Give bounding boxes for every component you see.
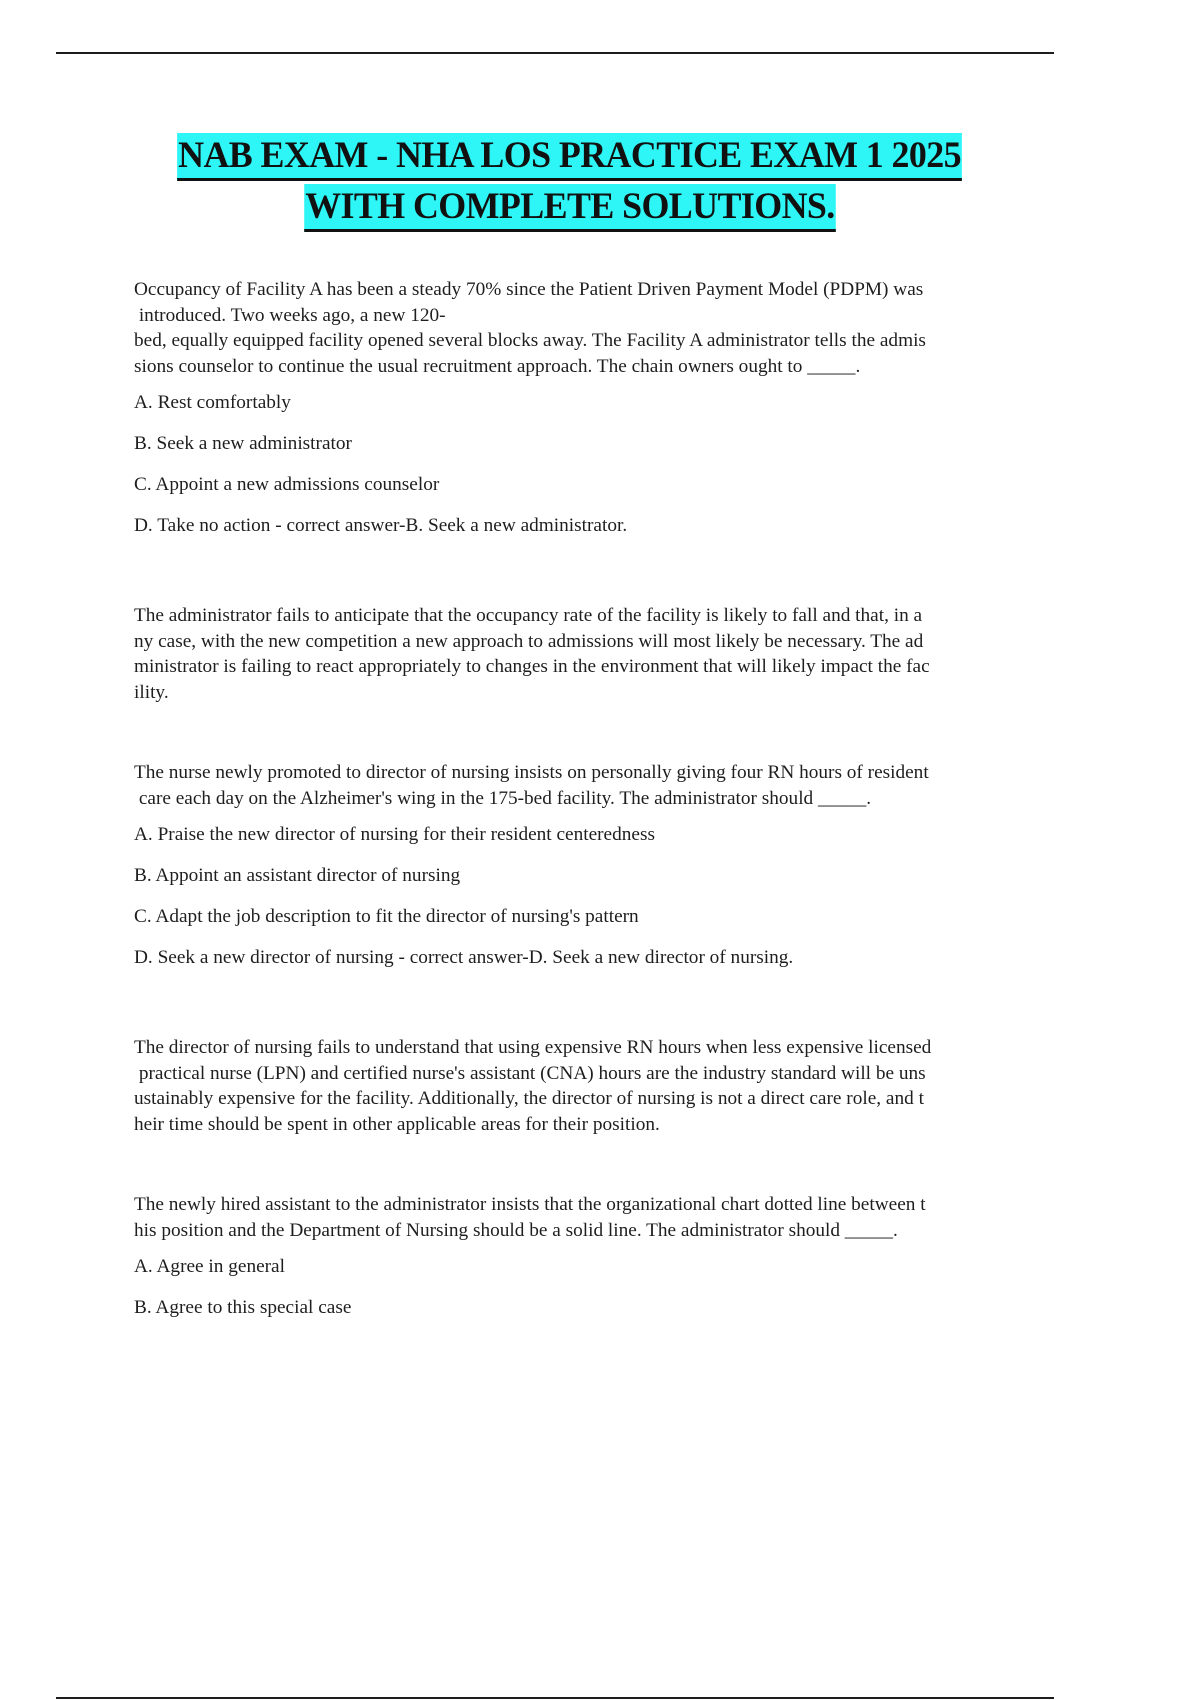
stem-line: The newly hired assistant to the administrator insists that the organizational chart dotted line between t	[134, 1194, 926, 1215]
header-rule	[56, 52, 1054, 54]
stem-line: care each day on the Alzheimer's wing in the 175-bed facility. The administrator should _____.	[134, 787, 872, 809]
explanation-line: practical nurse (LPN) and certified nurse's assistant (CNA) hours are the industry standard will be uns	[134, 1062, 926, 1084]
option-b: B. Appoint an assistant director of nursing	[134, 865, 461, 886]
question-stem	[134, 277, 1006, 379]
option-c: C. Adapt the job description to fit the director of nursing's pattern	[134, 906, 639, 927]
document-title	[0, 133, 1140, 235]
stem-line: sions counselor to continue the usual recruitment approach. The chain owners ought to _____.	[134, 355, 861, 377]
title-line-1: NAB EXAM - NHA LOS PRACTICE EXAM 1 2025	[178, 133, 963, 181]
option-d-with-answer: D. Seek a new director of nursing - correct answer-D. Seek a new director of nursing.	[134, 947, 794, 968]
explanation-line: ny case, with the new competition a new approach to admissions will most likely be necessary. The ad	[134, 630, 924, 652]
question-2	[134, 760, 1006, 1137]
option-b: B. Agree to this special case	[134, 1297, 352, 1318]
stem-line: The nurse newly promoted to director of nursing insists on personally giving four RN hours of resident	[134, 762, 929, 783]
explanation-line: The administrator fails to anticipate that the occupancy rate of the facility is likely to fall and that, in a	[134, 605, 923, 626]
explanation-line: ministrator is failing to react appropriately to changes in the environment that will likely impact the fac	[134, 656, 930, 677]
explanation	[134, 603, 1006, 705]
explanation-line: ustainably expensive for the facility. Additionally, the director of nursing is not a direct care role, and t	[134, 1088, 924, 1109]
stem-line: introduced. Two weeks ago, a new 120-	[134, 304, 446, 326]
question-stem	[134, 1192, 1006, 1243]
question-3	[134, 1192, 1006, 1328]
stem-line: his position and the Department of Nursing should be a solid line. The administrator should _____.	[134, 1219, 898, 1241]
option-a: A. Praise the new director of nursing for their resident centeredness	[134, 824, 655, 845]
option-b: B. Seek a new administrator	[134, 433, 352, 454]
explanation-line: ility.	[134, 681, 169, 703]
option-c: C. Appoint a new admissions counselor	[134, 474, 440, 495]
option-a: A. Agree in general	[134, 1256, 285, 1277]
footer-rule	[56, 1697, 1054, 1699]
question-stem	[134, 760, 1006, 811]
document-body	[134, 277, 1006, 1328]
explanation-line: The director of nursing fails to understand that using expensive RN hours when less expensive licensed	[134, 1037, 932, 1058]
explanation-line: heir time should be spent in other applicable areas for their position.	[134, 1113, 660, 1135]
option-a: A. Rest comfortably	[134, 392, 291, 413]
title-line-2: WITH COMPLETE SOLUTIONS.	[304, 184, 835, 232]
question-1	[134, 277, 1006, 705]
stem-line: Occupancy of Facility A has been a steady 70% since the Patient Driven Payment Model (PDPM) was	[134, 279, 924, 300]
option-d-with-answer: D. Take no action - correct answer-B. Seek a new administrator.	[134, 515, 628, 536]
stem-line: bed, equally equipped facility opened several blocks away. The Facility A administrator tells the admis	[134, 330, 926, 351]
explanation	[134, 1035, 1006, 1137]
